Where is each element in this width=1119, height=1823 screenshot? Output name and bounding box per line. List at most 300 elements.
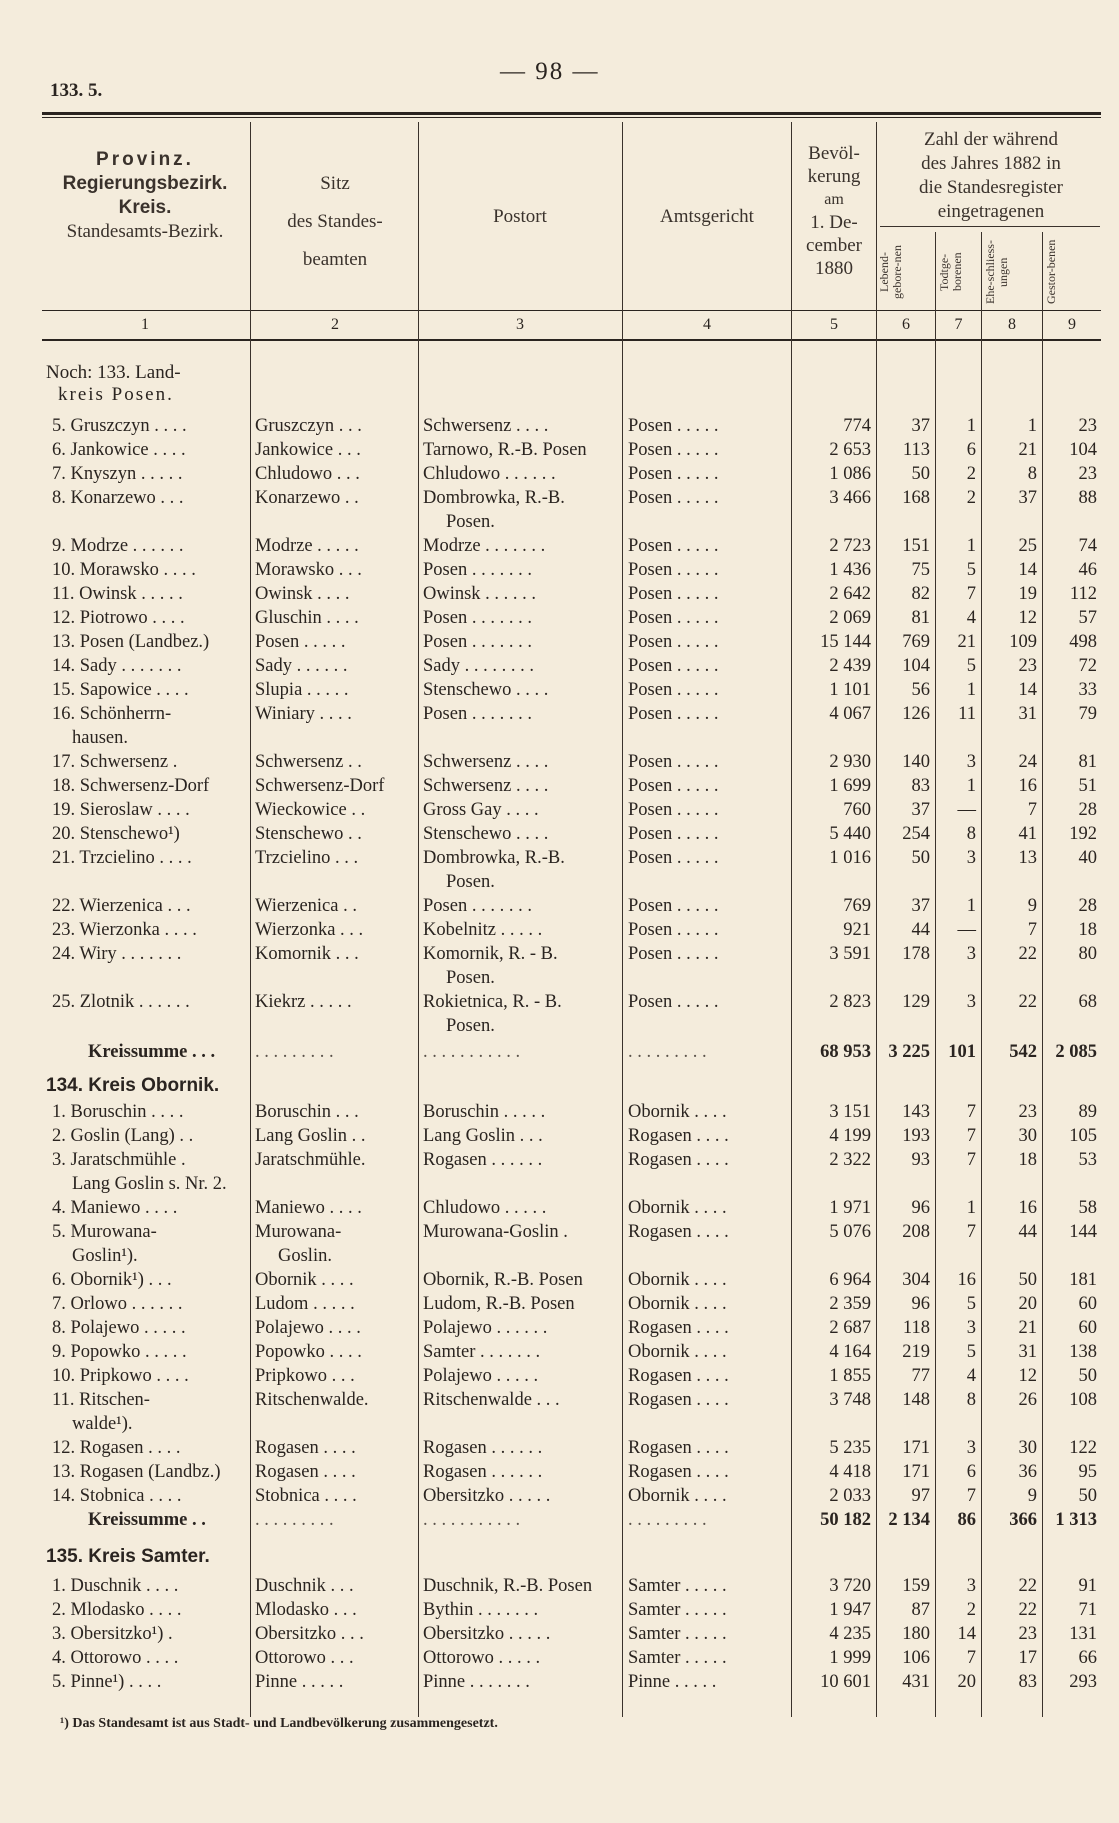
table-row (0, 654, 1119, 678)
bezirk-cell: 12. Piotrowo . . . . (52, 608, 185, 628)
col-number: 3 (516, 316, 524, 333)
population-cell: 2 687 (829, 1318, 871, 1338)
deaths-cell: 33 (1078, 680, 1097, 700)
deaths-cell: 50 (1078, 1366, 1097, 1386)
amtsgericht-cell: Samter . . . . . (628, 1600, 727, 1620)
stillbirths-cell: 7 (966, 1648, 976, 1668)
births-cell: 140 (902, 752, 930, 772)
sitz-cell: Wieckowice . . (255, 800, 366, 820)
postort-cell: . . . . . . . . . . . (423, 1510, 521, 1530)
sitz-cell: Morawsko . . . (255, 560, 362, 580)
deaths-cell: 71 (1078, 1600, 1097, 1620)
table-row (0, 702, 1119, 726)
stillbirths-cell: 14 (957, 1624, 976, 1644)
bezirk-cell: Kreissumme . . (88, 1510, 206, 1530)
deaths-cell: 91 (1078, 1576, 1097, 1596)
births-cell: 219 (902, 1342, 930, 1362)
stillbirths-cell: 7 (966, 1486, 976, 1506)
sitz-cell: Mlodasko . . . (255, 1600, 357, 1620)
amtsgericht-cell: Posen . . . . . (628, 752, 719, 772)
postort-cell: Rogasen . . . . . . (423, 1438, 543, 1458)
bezirk-cell: 7. Orlowo . . . . . . (52, 1294, 183, 1314)
births-cell: 178 (902, 944, 930, 964)
marriages-cell: 23 (1018, 1624, 1037, 1644)
population-cell: 2 723 (829, 536, 871, 556)
postort-cell: Sady . . . . . . . . (423, 656, 534, 676)
amtsgericht-cell: Rogasen . . . . (628, 1126, 729, 1146)
amtsgericht-cell: Posen . . . . . (628, 608, 719, 628)
births-cell: 77 (911, 1366, 930, 1386)
births-cell: 431 (902, 1672, 930, 1692)
bezirk-cell: 4. Maniewo . . . . (52, 1198, 178, 1218)
table-row (0, 606, 1119, 630)
table-row (0, 1196, 1119, 1220)
deaths-cell: 81 (1078, 752, 1097, 772)
col-number: 8 (1008, 316, 1016, 333)
postort-cell: Modrze . . . . . . . (423, 536, 546, 556)
sitz-cell: Rogasen . . . . (255, 1462, 356, 1482)
deaths-cell: 293 (1069, 1672, 1097, 1692)
deaths-cell: 58 (1078, 1198, 1097, 1218)
stillbirths-cell: 4 (966, 608, 976, 628)
population-cell: 15 144 (820, 632, 871, 652)
births-cell: 56 (911, 680, 930, 700)
bezirk-cell: 11. Owinsk . . . . . (52, 584, 183, 604)
table-row (0, 1484, 1119, 1508)
births-cell: 129 (902, 992, 930, 1012)
sitz-cell: Kiekrz . . . . . (255, 992, 352, 1012)
marriages-cell: 7 (1027, 800, 1037, 820)
sitz-cell: Chludowo . . . (255, 464, 360, 484)
postort-cell: Duschnik, R.-B. Posen (423, 1576, 593, 1596)
marriages-cell: 31 (1018, 1342, 1037, 1362)
bezirk-cell: 2. Mlodasko . . . . (52, 1600, 182, 1620)
deaths-cell: 112 (1069, 584, 1097, 604)
stillbirths-cell: 1 (966, 416, 976, 436)
amtsgericht-cell: . . . . . . . . . (628, 1510, 707, 1530)
marriages-cell: 23 (1018, 1102, 1037, 1122)
population-cell: 4 418 (829, 1462, 871, 1482)
deaths-cell: 192 (1069, 824, 1097, 844)
population-cell: 2 033 (829, 1486, 871, 1506)
deaths-cell: 60 (1078, 1294, 1097, 1314)
header-col3: Postort (493, 206, 547, 227)
table-row (0, 966, 1119, 990)
population-cell: 1 947 (829, 1600, 871, 1620)
deaths-cell: 46 (1078, 560, 1097, 580)
deaths-cell: 2 085 (1055, 1042, 1097, 1062)
bezirk-cell: 16. Schönherrn- (52, 704, 172, 724)
sitz-cell: Pinne . . . . . (255, 1672, 344, 1692)
marriages-cell: 13 (1018, 848, 1037, 868)
population-cell: 760 (843, 800, 871, 820)
sitz-cell: Murowana- (255, 1222, 342, 1242)
postort-cell: Dombrowka, R.-B. (423, 848, 565, 868)
population-cell: 68 953 (820, 1042, 871, 1062)
postort-cell: Rogasen . . . . . . (423, 1462, 543, 1482)
table-row (0, 462, 1119, 486)
postort-cell: Posen . . . . . . . (423, 632, 532, 652)
population-cell: 3 748 (829, 1390, 871, 1410)
marriages-cell: 21 (1018, 440, 1037, 460)
marriages-cell: 83 (1018, 1672, 1037, 1692)
table-row (0, 1622, 1119, 1646)
bezirk-cell: 5. Murowana- (52, 1222, 157, 1242)
colnum-rule (42, 339, 1101, 341)
col-number: 1 (141, 316, 149, 333)
population-cell: 3 466 (829, 488, 871, 508)
births-cell: 96 (911, 1294, 930, 1314)
marriages-cell: 8 (1027, 464, 1037, 484)
deaths-cell: 40 (1078, 848, 1097, 868)
col-number: 4 (703, 316, 711, 333)
table-row (0, 630, 1119, 654)
amtsgericht-cell: Samter . . . . . (628, 1576, 727, 1596)
deaths-cell: 23 (1078, 464, 1097, 484)
population-cell: 1 971 (829, 1198, 871, 1218)
stillbirths-cell: 101 (948, 1042, 976, 1062)
bezirk-cell: Goslin¹). (72, 1246, 138, 1266)
table-row (0, 822, 1119, 846)
sitz-cell: Popowko . . . . (255, 1342, 362, 1362)
table-row (0, 1670, 1119, 1694)
deaths-cell: 144 (1069, 1222, 1097, 1242)
population-cell: 50 182 (820, 1510, 871, 1530)
sitz-cell: Stobnica . . . . (255, 1486, 357, 1506)
bezirk-cell: 11. Ritschen- (52, 1390, 150, 1410)
amtsgericht-cell: Posen . . . . . (628, 488, 719, 508)
amtsgericht-cell: Posen . . . . . (628, 416, 719, 436)
deaths-cell: 18 (1078, 920, 1097, 940)
population-cell: 3 151 (829, 1102, 871, 1122)
births-cell: 159 (902, 1576, 930, 1596)
marriages-cell: 22 (1018, 944, 1037, 964)
stillbirths-cell: 1 (966, 1198, 976, 1218)
deaths-cell: 138 (1069, 1342, 1097, 1362)
bezirk-cell: 6. Jankowice . . . . (52, 440, 186, 460)
header-group: Zahl der während des Jahres 1882 in die Standesregister eingetragenen (918, 129, 1064, 222)
marriages-cell: 9 (1027, 1486, 1037, 1506)
deaths-cell: 53 (1078, 1150, 1097, 1170)
sitz-cell: Trzcielino . . . (255, 848, 359, 868)
sitz-cell: Boruschin . . . (255, 1102, 359, 1122)
population-cell: 1 101 (829, 680, 871, 700)
population-cell: 3 591 (829, 944, 871, 964)
amtsgericht-cell: Posen . . . . . (628, 440, 719, 460)
amtsgericht-cell: Pinne . . . . . (628, 1672, 717, 1692)
amtsgericht-cell: Posen . . . . . (628, 992, 719, 1012)
population-cell: 2 439 (829, 656, 871, 676)
table-row (0, 1292, 1119, 1316)
postort-cell: Tarnowo, R.-B. Posen (423, 440, 587, 460)
deaths-cell: 104 (1069, 440, 1097, 460)
stillbirths-cell: — (957, 920, 976, 940)
stillbirths-cell: 1 (966, 896, 976, 916)
header-col1: Provinz. Regierungsbezirk. Kreis. Standesamts-Bezirk. (62, 149, 228, 242)
births-cell: 50 (911, 848, 930, 868)
amtsgericht-cell: Posen . . . . . (628, 704, 719, 724)
marriages-cell: 26 (1018, 1390, 1037, 1410)
section-title: 135. Kreis Samter. (46, 1546, 210, 1567)
births-cell: 44 (911, 920, 930, 940)
population-cell: 10 601 (820, 1672, 871, 1692)
postort-cell: Rokietnica, R. - B. (423, 992, 562, 1012)
sitz-cell: Duschnik . . . (255, 1576, 354, 1596)
births-cell: 50 (911, 464, 930, 484)
sitz-cell: Polajewo . . . . (255, 1318, 361, 1338)
amtsgericht-cell: Posen . . . . . (628, 584, 719, 604)
marriages-cell: 14 (1018, 560, 1037, 580)
sitz-cell: Owinsk . . . . (255, 584, 350, 604)
table-row (0, 726, 1119, 750)
sitz-cell: Slupia . . . . . (255, 680, 349, 700)
sitz-cell: Posen . . . . . (255, 632, 346, 652)
stillbirths-cell: 20 (957, 1672, 976, 1692)
population-cell: 2 359 (829, 1294, 871, 1314)
marriages-cell: 41 (1018, 824, 1037, 844)
col-number: 6 (902, 316, 910, 333)
population-cell: 4 235 (829, 1624, 871, 1644)
marriages-cell: 16 (1018, 776, 1037, 796)
sitz-cell: Goslin. (278, 1246, 332, 1266)
deaths-cell: 89 (1078, 1102, 1097, 1122)
table-row (0, 1388, 1119, 1412)
population-cell: 1 699 (829, 776, 871, 796)
births-cell: 151 (902, 536, 930, 556)
postort-cell: Bythin . . . . . . . (423, 1600, 539, 1620)
births-cell: 304 (902, 1270, 930, 1290)
bezirk-cell: 3. Obersitzko¹) . (52, 1624, 173, 1644)
bezirk-cell: 12. Rogasen . . . . (52, 1438, 181, 1458)
population-cell: 5 235 (829, 1438, 871, 1458)
postort-cell: Obersitzko . . . . . (423, 1486, 551, 1506)
table-row (0, 510, 1119, 534)
table-row (0, 1412, 1119, 1436)
population-cell: 2 069 (829, 608, 871, 628)
table-row (0, 774, 1119, 798)
table-row (0, 582, 1119, 606)
postort-cell: Obersitzko . . . . . (423, 1624, 551, 1644)
bezirk-cell: 5. Pinne¹) . . . . (52, 1672, 162, 1692)
stillbirths-cell: 7 (966, 1222, 976, 1242)
population-cell: 2 653 (829, 440, 871, 460)
table-row (0, 1646, 1119, 1670)
births-cell: 180 (902, 1624, 930, 1644)
deaths-cell: 131 (1069, 1624, 1097, 1644)
bezirk-cell: 18. Schwersenz-Dorf (52, 776, 210, 796)
postort-cell: Posen . . . . . . . (423, 896, 532, 916)
postort-cell: Posen . . . . . . . (423, 608, 532, 628)
stillbirths-cell: 3 (966, 944, 976, 964)
postort-cell: Obornik, R.-B. Posen (423, 1270, 583, 1290)
bezirk-cell: Lang Goslin s. Nr. 2. (72, 1174, 227, 1194)
table-row (0, 918, 1119, 942)
bezirk-cell: 10. Pripkowo . . . . (52, 1366, 189, 1386)
header-col2: Sitz des Standes- beamten (287, 173, 383, 270)
table-row (0, 1220, 1119, 1244)
marriages-cell: 20 (1018, 1294, 1037, 1314)
marriages-cell: 44 (1018, 1222, 1037, 1242)
postort-cell: Boruschin . . . . . (423, 1102, 546, 1122)
deaths-cell: 80 (1078, 944, 1097, 964)
table-row (0, 798, 1119, 822)
births-cell: 769 (902, 632, 930, 652)
population-cell: 2 642 (829, 584, 871, 604)
births-cell: 126 (902, 704, 930, 724)
top-rule (42, 112, 1101, 115)
stillbirths-cell: 7 (966, 1102, 976, 1122)
stillbirths-cell: 2 (966, 488, 976, 508)
deaths-cell: 95 (1078, 1462, 1097, 1482)
births-cell: 93 (911, 1150, 930, 1170)
postort-cell: Gross Gay . . . . (423, 800, 539, 820)
header-col6: Lebend-gebore-nen (877, 245, 904, 299)
marriages-cell: 366 (1009, 1510, 1037, 1530)
stillbirths-cell: 3 (966, 1438, 976, 1458)
deaths-cell: 88 (1078, 488, 1097, 508)
bezirk-cell: 5. Gruszczyn . . . . (52, 416, 187, 436)
marriages-cell: 9 (1027, 896, 1037, 916)
bezirk-cell: 6. Obornik¹) . . . (52, 1270, 172, 1290)
bezirk-cell: 3. Jaratschmühle . (52, 1150, 186, 1170)
postort-cell: Ritschenwalde . . . (423, 1390, 560, 1410)
sitz-cell: Rogasen . . . . (255, 1438, 356, 1458)
bezirk-cell: 20. Stenschewo¹) (52, 824, 180, 844)
stillbirths-cell: 16 (957, 1270, 976, 1290)
section-title: Noch: 133. Land- kreis Posen. (46, 362, 181, 405)
amtsgericht-cell: Samter . . . . . (628, 1624, 727, 1644)
stillbirths-cell: 2 (966, 1600, 976, 1620)
marriages-cell: 17 (1018, 1648, 1037, 1668)
marriages-cell: 24 (1018, 752, 1037, 772)
deaths-cell: 122 (1069, 1438, 1097, 1458)
header-col7: Todtge-borenen (937, 252, 964, 292)
table-row (0, 1598, 1119, 1622)
amtsgericht-cell: Posen . . . . . (628, 656, 719, 676)
table-row (0, 1436, 1119, 1460)
header-col5: Bevöl- kerung am 1. De- cember 1880 (806, 143, 862, 279)
bezirk-cell: 24. Wiry . . . . . . . (52, 944, 182, 964)
sitz-cell: Sady . . . . . . (255, 656, 348, 676)
postort-cell: Chludowo . . . . . (423, 1198, 547, 1218)
amtsgericht-cell: Rogasen . . . . (628, 1318, 729, 1338)
table-row (0, 1100, 1119, 1124)
population-cell: 774 (843, 416, 871, 436)
stillbirths-cell: 3 (966, 1576, 976, 1596)
marriages-cell: 16 (1018, 1198, 1037, 1218)
sitz-cell: Konarzewo . . (255, 488, 359, 508)
marriages-cell: 542 (1009, 1042, 1037, 1062)
postort-cell: Ludom, R.-B. Posen (423, 1294, 575, 1314)
population-cell: 1 436 (829, 560, 871, 580)
marriages-cell: 31 (1018, 704, 1037, 724)
bezirk-cell: Kreissumme . . . (88, 1042, 216, 1062)
table-row (0, 1268, 1119, 1292)
top-rule-thin (42, 117, 1101, 118)
bezirk-cell: 9. Popowko . . . . . (52, 1342, 187, 1362)
postort-cell: Ottorowo . . . . . (423, 1648, 541, 1668)
postort-cell: Polajewo . . . . . (423, 1366, 539, 1386)
births-cell: 83 (911, 776, 930, 796)
postort-cell: Owinsk . . . . . . (423, 584, 537, 604)
bezirk-cell: 22. Wierzenica . . . (52, 896, 191, 916)
postort-cell: Kobelnitz . . . . . (423, 920, 543, 940)
sitz-cell: Modrze . . . . . (255, 536, 359, 556)
page-number: — 98 — (500, 58, 600, 85)
sitz-cell: Maniewo . . . . (255, 1198, 362, 1218)
table-row (0, 438, 1119, 462)
amtsgericht-cell: Obornik . . . . (628, 1270, 727, 1290)
bezirk-cell: 9. Modrze . . . . . . (52, 536, 184, 556)
deaths-cell: 72 (1078, 656, 1097, 676)
stillbirths-cell: 2 (966, 464, 976, 484)
births-cell: 82 (911, 584, 930, 604)
bezirk-cell: 1. Boruschin . . . . (52, 1102, 184, 1122)
col-number: 9 (1068, 316, 1076, 333)
postort-cell: . . . . . . . . . . . (423, 1042, 521, 1062)
stillbirths-cell: 3 (966, 848, 976, 868)
sitz-cell: Lang Goslin . . (255, 1126, 366, 1146)
table-row (0, 1460, 1119, 1484)
stillbirths-cell: 1 (966, 536, 976, 556)
amtsgericht-cell: Posen . . . . . (628, 776, 719, 796)
amtsgericht-cell: Posen . . . . . (628, 560, 719, 580)
postort-cell: Chludowo . . . . . . (423, 464, 556, 484)
marriages-cell: 12 (1018, 608, 1037, 628)
col-number: 5 (830, 316, 838, 333)
amtsgericht-cell: Posen . . . . . (628, 944, 719, 964)
amtsgericht-cell: Posen . . . . . (628, 464, 719, 484)
postort-cell: Samter . . . . . . . (423, 1342, 541, 1362)
amtsgericht-cell: Posen . . . . . (628, 800, 719, 820)
deaths-cell: 68 (1078, 992, 1097, 1012)
amtsgericht-cell: Obornik . . . . (628, 1486, 727, 1506)
marriages-cell: 50 (1018, 1270, 1037, 1290)
births-cell: 208 (902, 1222, 930, 1242)
sitz-cell: Gruszczyn . . . (255, 416, 362, 436)
sitz-cell: Wierzonka . . . (255, 920, 364, 940)
sitz-cell: . . . . . . . . . (255, 1510, 334, 1530)
marriages-cell: 22 (1018, 1600, 1037, 1620)
population-cell: 2 930 (829, 752, 871, 772)
births-cell: 168 (902, 488, 930, 508)
births-cell: 37 (911, 800, 930, 820)
births-cell: 81 (911, 608, 930, 628)
deaths-cell: 79 (1078, 704, 1097, 724)
amtsgericht-cell: Rogasen . . . . (628, 1366, 729, 1386)
sitz-cell: Jaratschmühle. (255, 1150, 366, 1170)
amtsgericht-cell: Posen . . . . . (628, 920, 719, 940)
bezirk-cell: 14. Stobnica . . . . (52, 1486, 182, 1506)
population-cell: 1 999 (829, 1648, 871, 1668)
page-section-label: 133. 5. (50, 80, 103, 101)
marriages-cell: 18 (1018, 1150, 1037, 1170)
marriages-cell: 1 (1027, 416, 1037, 436)
deaths-cell: 105 (1069, 1126, 1097, 1146)
population-cell: 1 016 (829, 848, 871, 868)
births-cell: 113 (902, 440, 930, 460)
stillbirths-cell: 7 (966, 1150, 976, 1170)
bezirk-cell: 8. Polajewo . . . . . (52, 1318, 186, 1338)
sitz-cell: Schwersenz . . (255, 752, 362, 772)
stillbirths-cell: 3 (966, 1318, 976, 1338)
bezirk-cell: 17. Schwersenz . (52, 752, 178, 772)
bezirk-cell: 25. Zlotnik . . . . . . (52, 992, 190, 1012)
stillbirths-cell: — (957, 800, 976, 820)
stillbirths-cell: 5 (966, 560, 976, 580)
table-row (0, 870, 1119, 894)
amtsgericht-cell: Rogasen . . . . (628, 1462, 729, 1482)
